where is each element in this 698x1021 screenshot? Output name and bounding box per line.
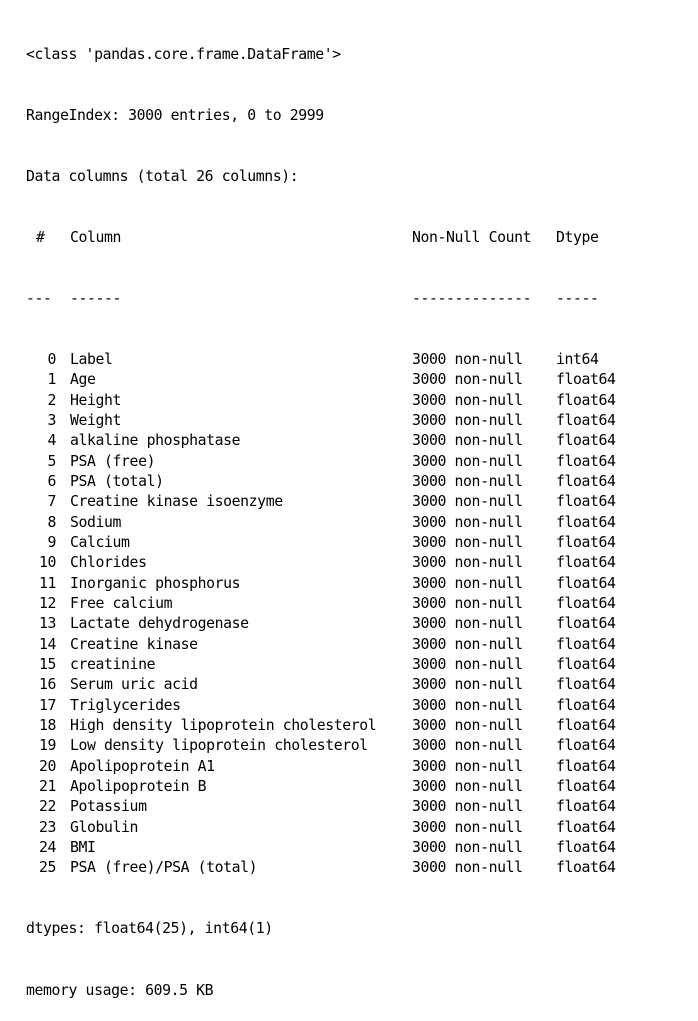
row-dtype: float64: [556, 757, 616, 775]
row-index: 5: [47, 452, 56, 470]
row-dtype: float64: [556, 574, 616, 592]
range-index-text: RangeIndex: 3000 entries, 0 to 2999: [26, 106, 324, 124]
table-row: [26, 696, 616, 716]
row-non-null-count: 3000 non-null: [412, 615, 523, 633]
table-row: [26, 838, 616, 858]
row-non-null-count: 3000 non-null: [412, 676, 523, 694]
row-non-null-count: 3000 non-null: [412, 717, 523, 735]
row-column-name: Free calcium: [70, 594, 173, 612]
row-column-name: Apolipoprotein A1: [70, 757, 215, 775]
class-line-text: <class 'pandas.core.frame.DataFrame'>: [26, 45, 341, 63]
row-index: 4: [47, 432, 56, 450]
table-row: [26, 492, 616, 512]
row-column-name: BMI: [70, 839, 96, 857]
row-non-null-count: 3000 non-null: [412, 818, 523, 836]
row-non-null-count: 3000 non-null: [412, 513, 523, 531]
row-column-name: Calcium: [70, 533, 130, 551]
row-dtype: float64: [556, 533, 616, 551]
table-row: [26, 594, 616, 614]
row-dtype: float64: [556, 594, 616, 612]
row-non-null-count: 3000 non-null: [412, 371, 523, 389]
row-non-null-count: 3000 non-null: [412, 554, 523, 572]
separator-dtype: -----: [556, 289, 599, 307]
table-row: [26, 614, 616, 634]
table-row: [26, 635, 616, 655]
row-non-null-count: 3000 non-null: [412, 411, 523, 429]
row-index: 8: [47, 513, 56, 531]
row-non-null-count: 3000 non-null: [412, 350, 523, 368]
memory-line: [26, 981, 214, 1001]
row-index: 2: [47, 391, 56, 409]
row-column-name: Serum uric acid: [70, 676, 198, 694]
separator-row: [26, 289, 599, 309]
row-dtype: float64: [556, 818, 616, 836]
row-non-null-count: 3000 non-null: [412, 798, 523, 816]
row-dtype: float64: [556, 635, 616, 653]
row-non-null-count: 3000 non-null: [412, 533, 523, 551]
data-columns-text: Data columns (total 26 columns):: [26, 167, 299, 185]
row-index: 21: [38, 778, 56, 796]
row-dtype: float64: [556, 493, 616, 511]
table-row: [26, 797, 616, 817]
row-non-null-count: 3000 non-null: [412, 656, 523, 673]
row-column-name: Low density lipoprotein cholesterol: [70, 737, 368, 755]
table-row: [26, 350, 599, 370]
row-index: 0: [47, 350, 56, 368]
table-row: [26, 675, 616, 695]
row-dtype: float64: [556, 696, 616, 714]
row-index: 7: [47, 493, 56, 511]
row-non-null-count: 3000 non-null: [412, 696, 523, 714]
row-dtype: float64: [556, 859, 616, 877]
row-non-null-count: 3000 non-null: [412, 737, 523, 755]
row-column-name: Lactate dehydrogenase: [70, 615, 249, 633]
row-index: 18: [38, 717, 56, 735]
row-index: 10: [38, 554, 56, 572]
row-column-name: Apolipoprotein B: [70, 778, 207, 796]
row-non-null-count: 3000 non-null: [412, 635, 523, 653]
row-non-null-count: 3000 non-null: [412, 574, 523, 592]
row-dtype: float64: [556, 391, 616, 409]
row-index: 1: [47, 371, 56, 389]
row-dtype: float64: [556, 432, 616, 450]
row-non-null-count: 3000 non-null: [412, 472, 523, 490]
row-non-null-count: 3000 non-null: [412, 839, 523, 857]
row-column-name: Weight: [70, 411, 122, 429]
header-non-null: Non-Null Count: [412, 228, 532, 246]
row-index: 20: [38, 757, 56, 775]
dtypes-text: dtypes: float64(25), int64(1): [26, 920, 273, 938]
row-index: 24: [38, 839, 56, 857]
row-index: 23: [38, 818, 56, 836]
row-index: 19: [38, 737, 56, 755]
row-column-name: alkaline phosphatase: [70, 432, 241, 450]
dtypes-line: [26, 919, 273, 939]
row-non-null-count: 3000 non-null: [412, 452, 523, 470]
table-row: [26, 391, 616, 411]
row-non-null-count: 3000 non-null: [412, 594, 523, 612]
row-non-null-count: 3000 non-null: [412, 757, 523, 775]
separator-index: ---: [26, 289, 52, 307]
table-row: [26, 777, 616, 797]
row-index: 16: [38, 676, 56, 694]
row-column-name: Age: [70, 371, 96, 389]
row-dtype: float64: [556, 554, 616, 572]
row-non-null-count: 3000 non-null: [412, 859, 523, 877]
row-index: 25: [38, 859, 56, 877]
row-column-name: Creatine kinase: [70, 635, 198, 653]
row-index: 14: [38, 635, 56, 653]
row-dtype: float64: [556, 371, 616, 389]
row-column-name: Chlorides: [70, 554, 147, 572]
row-non-null-count: 3000 non-null: [412, 493, 523, 511]
row-non-null-count: 3000 non-null: [412, 778, 523, 796]
table-row: [26, 472, 616, 492]
row-column-name: Inorganic phosphorus: [70, 574, 241, 592]
header-dtype: Dtype: [556, 228, 599, 246]
table-row: [26, 370, 616, 390]
header-row: [26, 228, 599, 248]
row-column-name: Potassium: [70, 798, 147, 816]
header-column: Column: [70, 228, 122, 246]
row-column-name: PSA (free)/PSA (total): [70, 859, 258, 877]
row-dtype: float64: [556, 778, 616, 796]
row-column-name: Sodium: [70, 513, 122, 531]
separator-column: ------: [70, 289, 122, 307]
table-row: [26, 736, 616, 756]
table-row: [26, 411, 616, 431]
row-index: 3: [47, 411, 56, 429]
row-index: 22: [38, 798, 56, 816]
row-dtype: float64: [556, 411, 616, 429]
table-row: [26, 716, 616, 736]
row-dtype: int64: [556, 350, 599, 368]
row-column-name: creatinine: [70, 656, 156, 673]
row-column-name: PSA (free): [70, 452, 156, 470]
row-column-name: Creatine kinase isoenzyme: [70, 493, 283, 511]
header-index: #: [36, 228, 45, 246]
table-row: [26, 757, 616, 777]
row-dtype: float64: [556, 676, 616, 694]
table-row: [26, 655, 616, 675]
column-rows: [26, 350, 616, 879]
table-row: [26, 818, 616, 838]
row-non-null-count: 3000 non-null: [412, 432, 523, 450]
row-index: 17: [38, 696, 56, 714]
range-index-line: [26, 106, 324, 126]
row-dtype: float64: [556, 615, 616, 633]
dataframe-info-output: [26, 4, 616, 1021]
row-index: 15: [38, 656, 56, 673]
row-column-name: High density lipoprotein cholesterol: [70, 717, 377, 735]
table-row: [26, 574, 616, 594]
table-row: [26, 553, 616, 573]
data-columns-line: [26, 167, 299, 187]
row-dtype: float64: [556, 737, 616, 755]
table-row: [26, 513, 616, 533]
row-dtype: float64: [556, 513, 616, 531]
table-row: [26, 858, 616, 878]
table-row: [26, 431, 616, 451]
row-index: 9: [47, 533, 56, 551]
class-line: [26, 45, 341, 65]
row-dtype: float64: [556, 472, 616, 490]
row-dtype: float64: [556, 452, 616, 470]
table-row: [26, 452, 616, 472]
row-index: 13: [38, 615, 56, 633]
row-index: 6: [47, 472, 56, 490]
row-index: 12: [38, 594, 56, 612]
row-column-name: Triglycerides: [70, 696, 181, 714]
row-dtype: float64: [556, 798, 616, 816]
row-dtype: float64: [556, 839, 616, 857]
separator-non-null: --------------: [412, 289, 532, 307]
row-index: 11: [38, 574, 56, 592]
row-column-name: PSA (total): [70, 472, 164, 490]
row-dtype: float64: [556, 656, 616, 673]
memory-text: memory usage: 609.5 KB: [26, 981, 214, 999]
row-column-name: Globulin: [70, 818, 139, 836]
row-non-null-count: 3000 non-null: [412, 391, 523, 409]
row-column-name: Label: [70, 350, 113, 368]
row-dtype: float64: [556, 717, 616, 735]
table-row: [26, 533, 616, 553]
row-column-name: Height: [70, 391, 122, 409]
